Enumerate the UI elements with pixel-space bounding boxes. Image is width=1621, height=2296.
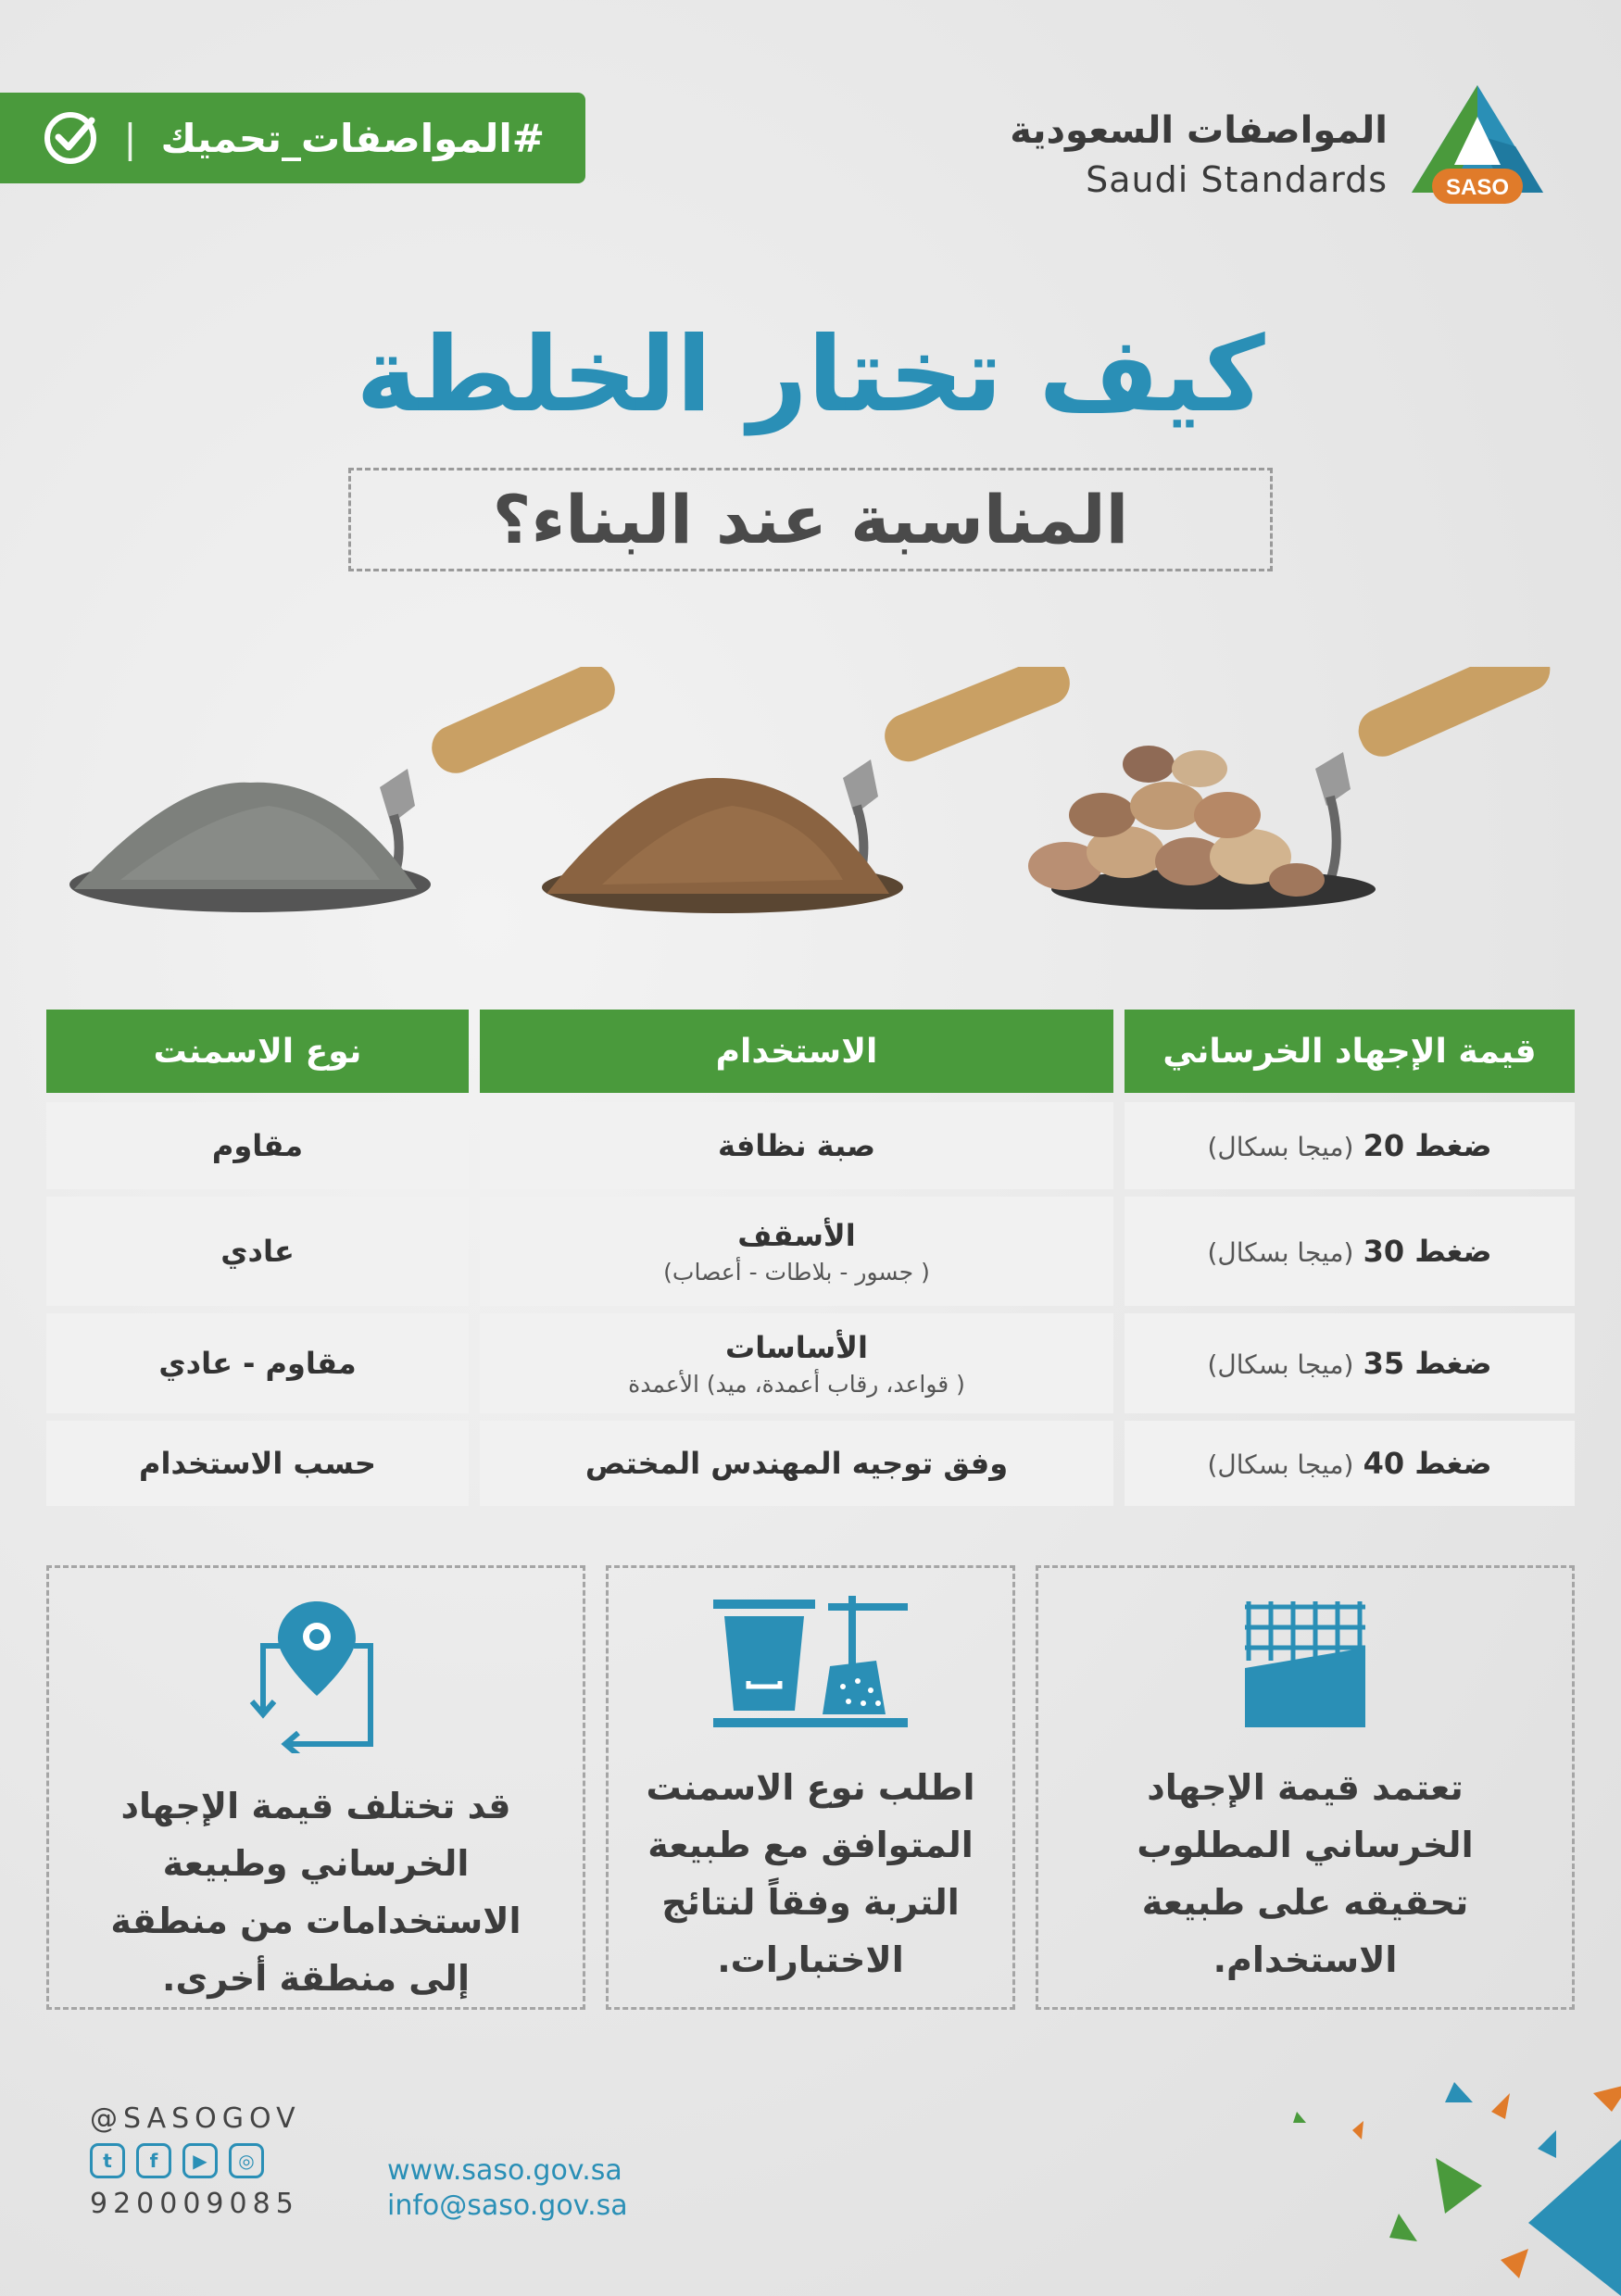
row1-use: صبة نظافة xyxy=(480,1102,1113,1189)
row2-use: الأسقف ( جسور - بلاطات - أعصاب) xyxy=(480,1197,1113,1306)
logo-english-name: Saudi Standards xyxy=(1086,159,1388,200)
row1-strength: ضغط 20 (ميجا بسكال) xyxy=(1125,1102,1575,1189)
saso-logo-icon xyxy=(1404,80,1551,209)
header-cement-type: نوع الاسمنت xyxy=(46,1010,469,1093)
row4-strength: ضغط 40 (ميجا بسكال) xyxy=(1125,1421,1575,1506)
social-handle: @SASOGOV xyxy=(90,2102,301,2135)
row3-use: الأساسات ( قواعد، رقاب أعمدة، ميد) الأعمدة xyxy=(480,1313,1113,1413)
location-swap-icon xyxy=(246,1596,385,1753)
info-box-cement xyxy=(606,1565,1015,2010)
header-strength: قيمة الإجهاد الخرساني xyxy=(1125,1010,1575,1093)
website-link[interactable]: www.saso.gov.sa xyxy=(387,2154,622,2187)
banner-separator: | xyxy=(123,115,137,161)
hashtag-text: #المواصفات_تحميك xyxy=(160,115,545,161)
row1-cement: مقاوم xyxy=(46,1102,469,1189)
row4-use: وفق توجيه المهندس المختص xyxy=(480,1421,1113,1506)
row3-cement: مقاوم - عادي xyxy=(46,1313,469,1413)
instagram-icon[interactable]: ◎ xyxy=(229,2143,264,2178)
header-use: الاستخدام xyxy=(480,1010,1113,1093)
page-title: كيف تختار الخلطة xyxy=(356,315,1265,435)
info-text-strength: تعتمد قيمة الإجهاد الخرساني المطلوب تحقيقه على طبيعة الاستخدام. xyxy=(1137,1767,1474,1980)
logo-badge-text: SASO xyxy=(1445,175,1510,200)
row2-strength: ضغط 30 (ميجا بسكال) xyxy=(1125,1197,1575,1306)
info-text-region: قد تختلف قيمة الإجهاد الخرساني وطبيعة الاستخدامات من منطقة إلى منطقة أخرى. xyxy=(110,1786,521,1999)
twitter-icon[interactable]: t xyxy=(90,2143,125,2178)
info-text-cement: اطلب نوع الاسمنت المتوافق مع طبيعة التربة وفقاً لنتائج الاختبارات. xyxy=(646,1767,975,1980)
decorative-triangles xyxy=(1223,2075,1621,2296)
subtitle-box xyxy=(348,468,1273,571)
row3-strength: ضغط 35 (ميجا بسكال) xyxy=(1125,1313,1575,1413)
check-circle-icon xyxy=(42,109,99,167)
soil-test-icon xyxy=(713,1596,908,1735)
trowel-gravel-image xyxy=(1000,667,1556,926)
grid-chart-icon xyxy=(1236,1596,1375,1735)
page-subtitle: المناسبة عند البناء؟ xyxy=(492,481,1129,558)
row4-cement: حسب الاستخدام xyxy=(46,1421,469,1506)
info-box-strength xyxy=(1036,1565,1575,2010)
hashtag-banner xyxy=(0,93,585,183)
phone-number: 920009085 xyxy=(90,2188,299,2220)
email-link[interactable]: info@saso.gov.sa xyxy=(387,2189,628,2222)
row2-cement: عادي xyxy=(46,1197,469,1306)
logo-arabic-name: المواصفات السعودية xyxy=(1010,109,1388,152)
facebook-icon[interactable]: f xyxy=(136,2143,171,2178)
social-icons xyxy=(90,2143,264,2178)
youtube-icon[interactable]: ▶ xyxy=(182,2143,218,2178)
info-box-region xyxy=(46,1565,585,2010)
